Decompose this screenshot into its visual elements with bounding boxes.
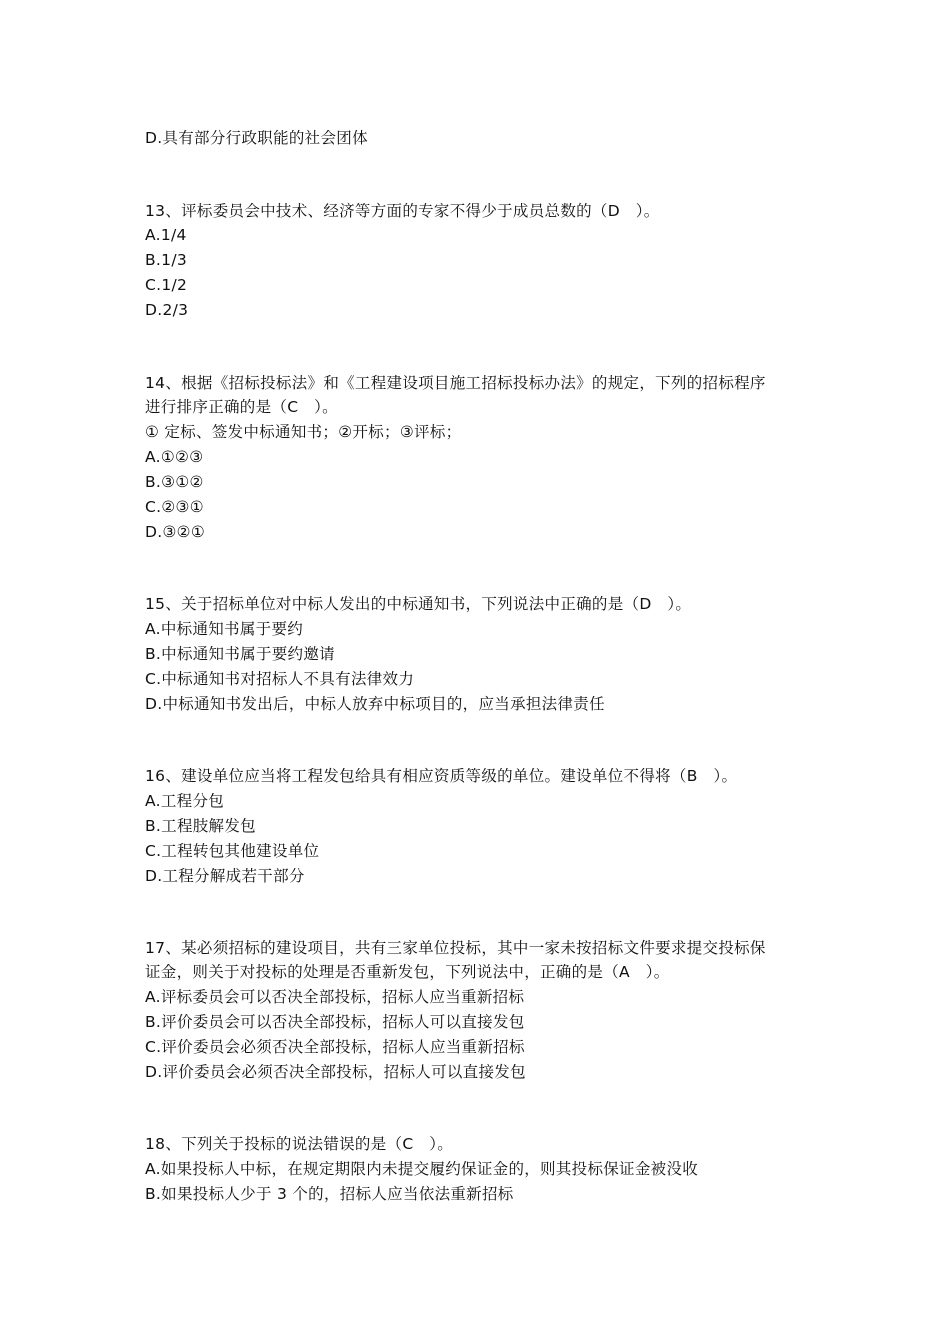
option-a: A.工程分包 [145,792,225,810]
option-c: C.②③① [145,498,204,516]
option-b: B.工程肢解发包 [145,817,256,835]
option-a: A.中标通知书属于要约 [145,620,304,638]
option-c: C.1/2 [145,276,188,294]
option-d: D.工程分解成若干部分 [145,867,305,885]
option-b: B.③①② [145,473,204,491]
option-a: A.评标委员会可以否决全部投标，招标人应当重新招标 [145,988,525,1006]
option-c: C.中标通知书对招标人不具有法律效力 [145,670,415,688]
option-d: D.2/3 [145,301,189,319]
question-stem-continued: 证金，则关于对投标的处理是否重新发包，下列说法中，正确的是（A ）。 [145,963,670,981]
option-a: A.①②③ [145,448,204,466]
question-stem-continued: 进行排序正确的是（C ）。 [145,398,338,416]
question-stem: 16、建设单位应当将工程发包给具有相应资质等级的单位。建设单位不得将（B ）。 [145,767,738,785]
option-b: B.评价委员会可以否决全部投标，招标人可以直接发包 [145,1013,525,1031]
question-stem: 14、根据《招标投标法》和《工程建设项目施工招标投标办法》的规定，下列的招标程序 [145,374,766,392]
option-b: B.1/3 [145,251,188,269]
option-c: C.工程转包其他建设单位 [145,842,320,860]
option-d: D.③②① [145,523,206,541]
question-stem: 15、关于招标单位对中标人发出的中标通知书，下列说法中正确的是（D ）。 [145,595,692,613]
option-text: D.具有部分行政职能的社会团体 [145,129,368,147]
option-a: A.如果投标人中标，在规定期限内未提交履约保证金的，则其投标保证金被没收 [145,1160,699,1178]
question-stem: 18、下列关于投标的说法错误的是（C ）。 [145,1135,454,1153]
option-b: B.中标通知书属于要约邀请 [145,645,335,663]
option-d: D.评价委员会必须否决全部投标，招标人可以直接发包 [145,1063,526,1081]
option-c: C.评价委员会必须否决全部投标，招标人应当重新招标 [145,1038,525,1056]
question-stem-note: ① 定标、签发中标通知书；②开标；③评标； [145,423,462,441]
option-b: B.如果投标人少于 3 个的，招标人应当依法重新招标 [145,1185,514,1203]
question-stem: 13、评标委员会中技术、经济等方面的专家不得少于成员总数的（D ）。 [145,202,660,220]
question-stem: 17、某必须招标的建设项目，共有三家单位投标，其中一家未按招标文件要求提交投标保 [145,939,766,957]
option-a: A.1/4 [145,226,187,244]
option-d: D.中标通知书发出后，中标人放弃中标项目的，应当承担法律责任 [145,695,605,713]
